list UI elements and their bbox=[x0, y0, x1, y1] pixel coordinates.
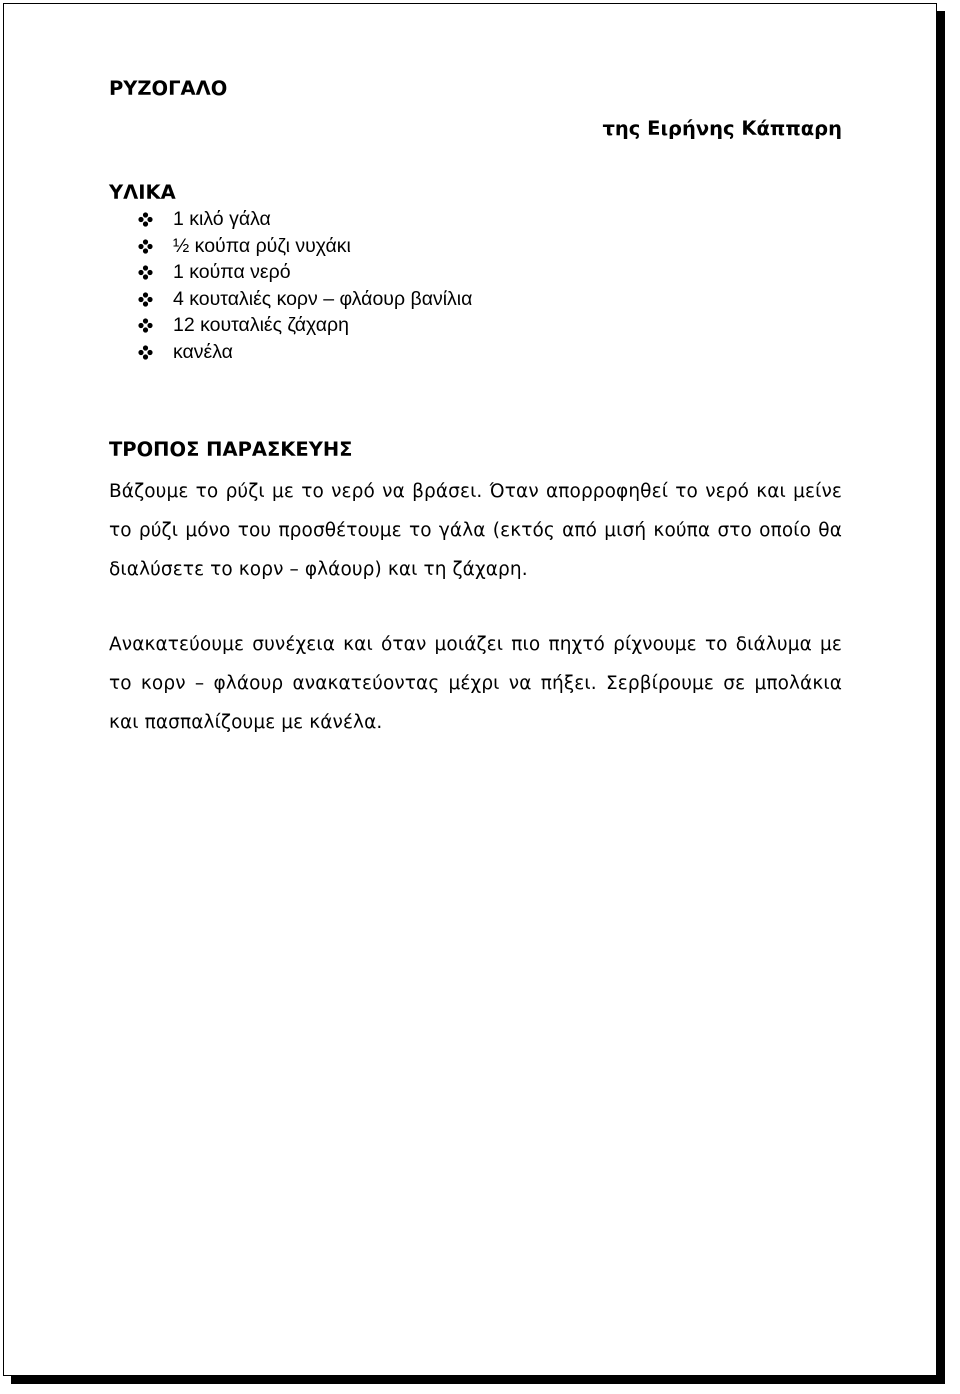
diamond-dots-bullet-icon bbox=[138, 212, 153, 227]
method-paragraph: Βάζουμε το ρύζι με το νερό να βράσει. Όταν απορροφηθεί το νερό και μείνε το ρύζι μόνο του προσθέτουμε το γάλα (εκτός από μισή κούπα στο οποίο θα διαλύσετε το κορν – φλάουρ) και τη ζάχαρη. bbox=[109, 481, 842, 580]
ingredient-text: 4 κουταλιές κορν – φλάουρ βανίλια bbox=[173, 287, 473, 310]
diamond-dots-bullet-icon bbox=[138, 239, 153, 254]
ingredient-text: κανέλα bbox=[173, 340, 233, 363]
diamond-dots-bullet-icon bbox=[138, 318, 153, 333]
ingredient-text: 1 κούπα νερό bbox=[173, 261, 291, 283]
recipe-author: της Ειρήνης Κάππαρη bbox=[602, 117, 842, 140]
diamond-dots-bullet-icon bbox=[138, 292, 153, 307]
ingredients-heading: ΥΛΙΚΑ bbox=[109, 181, 176, 204]
ingredient-text: 1 κιλό γάλα bbox=[173, 208, 271, 230]
diamond-dots-bullet-icon bbox=[138, 345, 153, 360]
method-paragraph: Ανακατεύουμε συνέχεια και όταν μοιάζει πιο πηχτό ρίχνουμε το διάλυμα με το κορν – φλάουρ ανακατεύοντας μέχρι να πήξει. Σερβίρουμε σε μπολάκια και πασπαλίζουμε με κάνέλα. bbox=[109, 634, 842, 733]
ingredient-text: ½ κούπα ρύζι νυχάκι bbox=[173, 234, 351, 257]
recipe-title: ΡΥΖΟΓΑΛΟ bbox=[109, 77, 228, 100]
diamond-dots-bullet-icon bbox=[138, 265, 153, 280]
method-heading: ΤΡΟΠΟΣ ΠΑΡΑΣΚΕΥΗΣ bbox=[109, 438, 353, 461]
ingredient-text: 12 κουταλιές ζάχαρη bbox=[173, 314, 349, 336]
